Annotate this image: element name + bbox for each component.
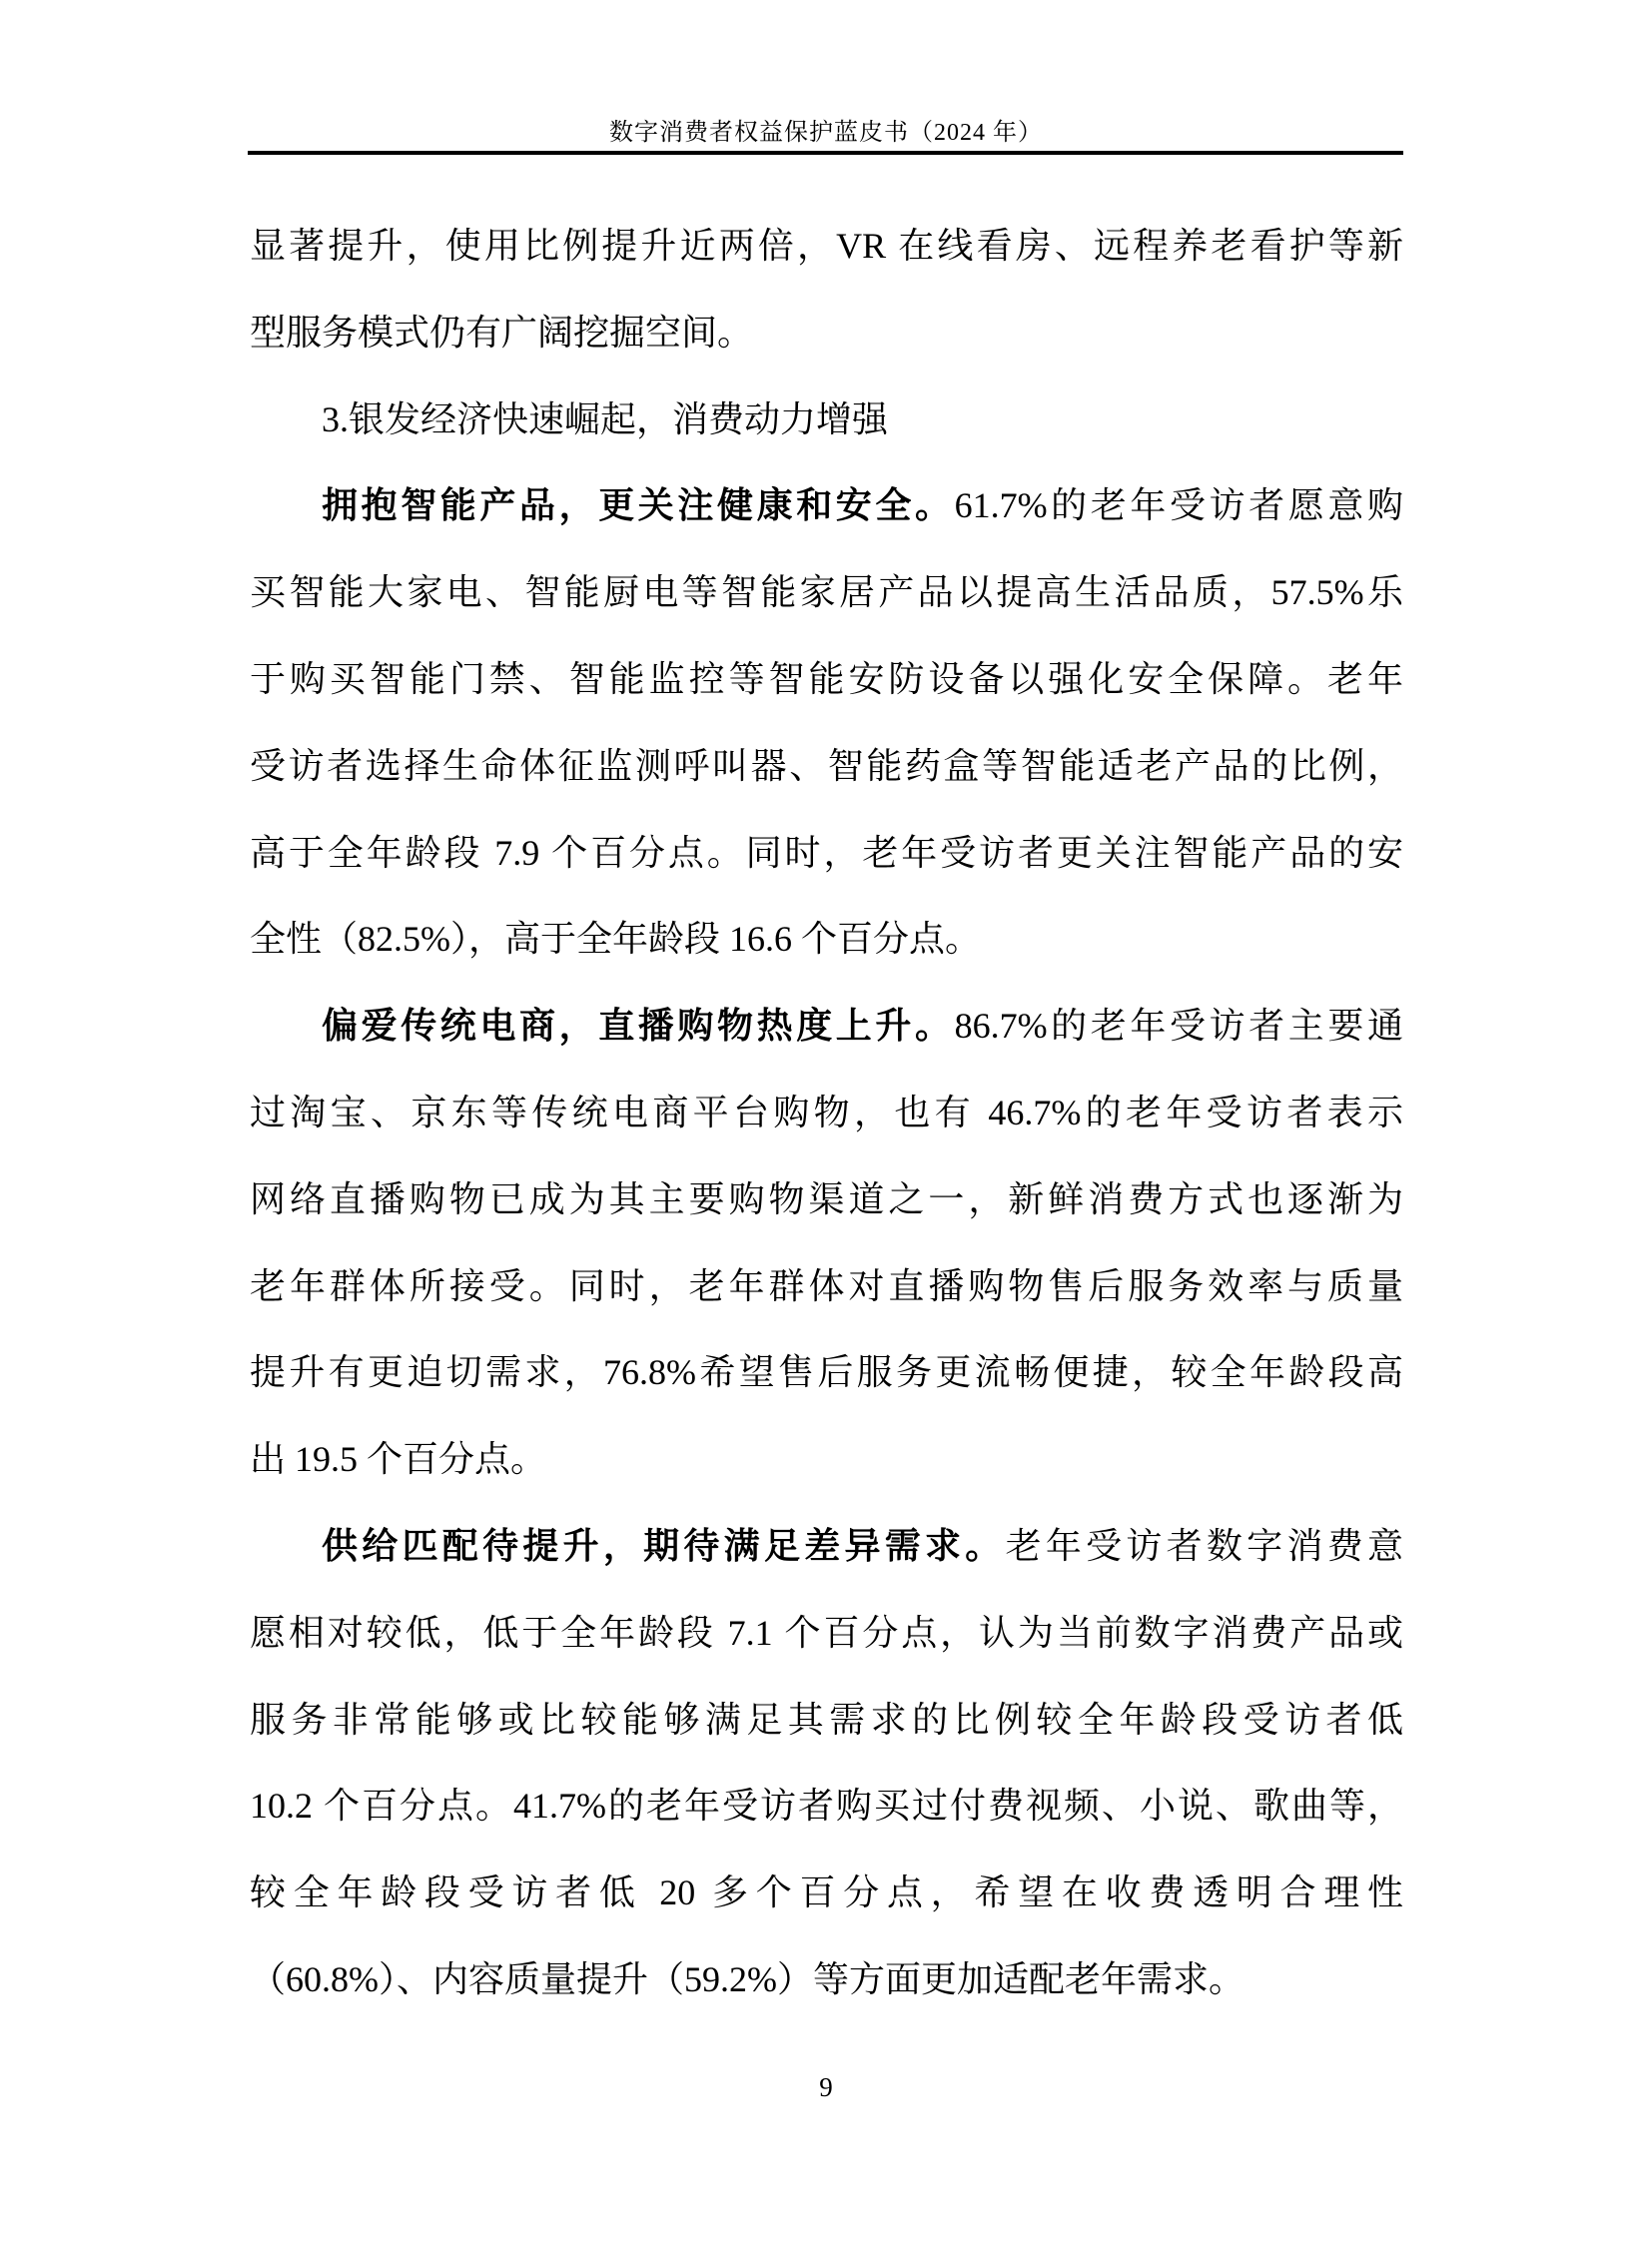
text-line-15 bbox=[250, 1416, 1403, 1503]
text-segment: 受访者选择生命体征监测呼叫器、智能药盒等智能适老产品的比例， bbox=[250, 745, 1403, 786]
text-line-18 bbox=[250, 1677, 1403, 1764]
emphasis-segment: 拥抱智能产品，更关注健康和安全。 bbox=[322, 484, 955, 526]
text-segment: 较全年龄段受访者低 20 多个百分点，希望在收费透明合理性 bbox=[250, 1872, 1403, 1913]
emphasis-segment: 供给匹配待提升，期待满足差异需求。 bbox=[322, 1524, 1006, 1566]
text-segment: 于购买智能门禁、智能监控等智能安防设备以强化安全保障。老年 bbox=[250, 658, 1403, 699]
text-segment: 10.2 个百分点。41.7%的老年受访者购买过付费视频、小说、歌曲等， bbox=[250, 1786, 1403, 1827]
emphasis-segment: 偏爱传统电商，直播购物热度上升。 bbox=[322, 1005, 955, 1047]
text-line-5 bbox=[250, 549, 1403, 636]
text-line-3 bbox=[250, 376, 1403, 463]
text-line-13 bbox=[250, 1243, 1403, 1330]
text-line-1 bbox=[250, 203, 1403, 290]
text-segment: 型服务模式仍有广阔挖掘空间。 bbox=[250, 312, 754, 353]
text-line-19 bbox=[250, 1763, 1403, 1850]
text-segment: 全性（82.5%），高于全年龄段 16.6 个百分点。 bbox=[250, 919, 981, 960]
text-segment: 高于全年龄段 7.9 个百分点。同时，老年受访者更关注智能产品的安 bbox=[250, 832, 1403, 873]
text-line-6 bbox=[250, 636, 1403, 723]
text-segment: 显著提升，使用比例提升近两倍，VR 在线看房、远程养老看护等新 bbox=[250, 226, 1403, 266]
text-segment: 买智能大家电、智能厨电等智能家居产品以提高生活品质，57.5%乐 bbox=[250, 572, 1403, 613]
text-line-8 bbox=[250, 810, 1403, 897]
text-segment: 86.7%的老年受访者主要通 bbox=[954, 1006, 1403, 1047]
text-segment: 3.银发经济快速崛起，消费动力增强 bbox=[322, 398, 889, 439]
text-line-9 bbox=[250, 896, 1403, 983]
text-line-20 bbox=[250, 1850, 1403, 1936]
text-line-14 bbox=[250, 1329, 1403, 1416]
text-line-10 bbox=[250, 983, 1403, 1070]
text-segment: 网络直播购物已成为其主要购物渠道之一，新鲜消费方式也逐渐为 bbox=[250, 1178, 1403, 1219]
page-number: 9 bbox=[819, 2072, 833, 2102]
text-line-2 bbox=[250, 290, 1403, 376]
text-line-7 bbox=[250, 723, 1403, 810]
text-segment: 过淘宝、京东等传统电商平台购物，也有 46.7%的老年受访者表示 bbox=[250, 1092, 1403, 1132]
text-line-11 bbox=[250, 1070, 1403, 1156]
text-segment: 出 19.5 个百分点。 bbox=[250, 1439, 547, 1480]
text-line-17 bbox=[250, 1590, 1403, 1677]
text-line-16 bbox=[250, 1503, 1403, 1590]
text-segment: （60.8%）、内容质量提升（59.2%）等方面更加适配老年需求。 bbox=[250, 1958, 1244, 1999]
text-segment: 61.7%的老年受访者愿意购 bbox=[954, 485, 1403, 526]
text-segment: 提升有更迫切需求，76.8%希望售后服务更流畅便捷，较全年龄段高 bbox=[250, 1352, 1403, 1393]
text-line-4 bbox=[250, 462, 1403, 549]
text-segment: 老年受访者数字消费意 bbox=[1005, 1525, 1403, 1566]
document-body bbox=[250, 203, 1403, 2023]
header-rule bbox=[248, 151, 1403, 155]
text-segment: 老年群体所接受。同时，老年群体对直播购物售后服务效率与质量 bbox=[250, 1265, 1403, 1306]
text-segment: 服务非常能够或比较能够满足其需求的比例较全年龄段受访者低 bbox=[250, 1699, 1403, 1740]
running-header-title: 数字消费者权益保护蓝皮书（2024 年） bbox=[609, 120, 1043, 146]
text-line-21 bbox=[250, 1936, 1403, 2023]
text-segment: 愿相对较低，低于全年龄段 7.1 个百分点，认为当前数字消费产品或 bbox=[250, 1612, 1403, 1653]
text-line-12 bbox=[250, 1156, 1403, 1243]
